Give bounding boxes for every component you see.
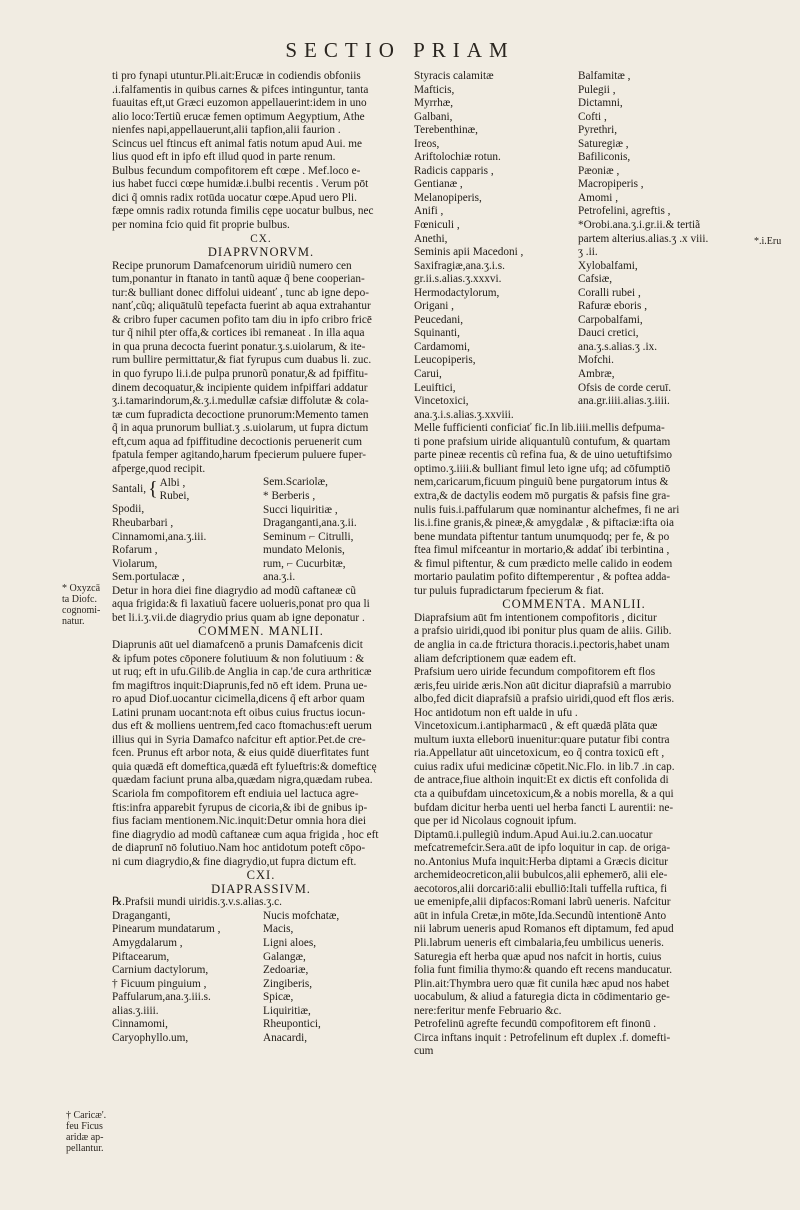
text-line: Diaprafsium aūt fm intentionem compofitoris , dicitur xyxy=(414,611,657,624)
ingredient-list-right xyxy=(578,70,734,409)
text-line: nanť,cũq; aliquātulũ tepefacta fuerint ab aqua extrahantur xyxy=(112,300,371,313)
ingredient-item: Dauci cretici, xyxy=(578,327,639,340)
text-line: tur q̃ nihil pter offa,& cortices ibi remaneat . In illa aqua xyxy=(112,327,365,340)
text-line: alio loco:Tertiũ erucæ femen optimum Aegyptium, Athe xyxy=(112,110,365,123)
text-line: folia funt fimilia thymo:& quando eft recens manducatur. xyxy=(414,964,673,977)
text-line: fine diagrydio ad modũ caftaneæ cum aqua frigida , hoc eft xyxy=(112,828,379,841)
ingredient-item: Peucedani, xyxy=(414,313,464,326)
ingredient-item: Radicis capparis , xyxy=(414,164,494,177)
running-header: SECTIO PRIAM xyxy=(285,38,515,62)
text-line: in quo fyrupo li.i.de pulpa prunorũ ponatur,& ad fpiffitu- xyxy=(112,368,368,381)
text-line: ro apud Diof.uocantur cicimella,dicens q̃ eft arbor quam xyxy=(112,693,365,706)
recipe-item: ana.ʒ.i. xyxy=(263,571,296,584)
ingredient-item: Pyrethri, xyxy=(578,124,618,137)
text-line: tur:& bulliant donec diffolui uideanť , tunc ab igne depo- xyxy=(112,286,370,299)
ingredient-item: Cardamomi, xyxy=(414,340,470,353)
comment-1-text xyxy=(112,639,410,869)
text-line: fm magiftros inquit:Diaprunis,fed nō eft idem. Pruna ue- xyxy=(112,679,368,692)
ingredient-item: Macropiperis , xyxy=(578,178,644,191)
recipe-item: mundato Melonis, xyxy=(263,544,345,557)
text-line: Circa inftans inquit : Petrofelinum eft duplex .f. domefti- xyxy=(414,1031,671,1044)
text-line: Bulbus fecundum compofitorem eft cœpe . Mef.loco e- xyxy=(112,164,361,177)
text-line: fpatula femper agitando,harum fpecierum puluere fuper- xyxy=(112,449,367,462)
margin-note-caricae xyxy=(66,1110,106,1154)
recipe-item: rum, ⌐ Cucurbitæ, xyxy=(263,557,346,570)
ingredient-item: Gentianæ , xyxy=(414,178,463,191)
margin-line: ta Diofc. xyxy=(62,594,97,605)
right-column xyxy=(414,70,734,1059)
text-line: bufdam dicitur herba uenti uel herba fancti L aurentii: ne- xyxy=(414,801,674,814)
text-line: Petrofelinū agrefte fecundū compofitorem eft finonū . xyxy=(414,1018,657,1031)
margin-line: pellantur. xyxy=(66,1143,104,1154)
text-line: lis.i.fine granis,& pineæ,& amygdalæ , & piftaciæ:ifta oia xyxy=(414,517,674,530)
text-line: aecotoros,alii dorcariō:alii ebulliō:Itali tuffella ruftica, fi xyxy=(414,882,668,895)
recipe-item: Zedoariæ, xyxy=(263,964,309,977)
recipe-item: Piftacearum, xyxy=(112,950,170,963)
text-line: mortario paulatim pofito diftemperentur , & poftea adda- xyxy=(414,571,671,584)
text-line: parte pineæ recentis cũ refina fua, & de uino uetuftifsimo xyxy=(414,449,673,462)
ingredient-item: Cafsiæ, xyxy=(578,273,613,286)
text-line: tæ cum fupradicta decoctione prunorum:Memento tamen xyxy=(112,408,369,421)
ingredient-item: Saturegiæ , xyxy=(578,137,629,150)
ingredient-item: Pulegii , xyxy=(578,83,616,96)
text-line: tur puluis fupradictarum fpecierum & fiat. xyxy=(414,584,604,597)
recipe-item: Galangæ, xyxy=(263,950,306,963)
santali-label: Santali, xyxy=(112,483,147,496)
text-line: q̃ in aqua prunorum bulliat.ʒ .s.uiolarum, ut fupra dictum xyxy=(112,422,369,435)
text-line: afperge,quod recipit. xyxy=(112,462,206,475)
ingredient-list xyxy=(414,70,734,409)
ingredient-item: partem alterius.alias.ʒ .x viii. xyxy=(578,232,709,245)
text-line: aūt in infula Cretæ,in mōte,Ida.Secundũ intentionē Anto xyxy=(414,909,667,922)
ingredient-item: Hermodactylorum, xyxy=(414,286,500,299)
ingredient-item: Melanopiperis, xyxy=(414,191,482,204)
recipe-item: Draganganti,ana.ʒ.ii. xyxy=(263,517,357,530)
ingredient-item: Leucopiperis, xyxy=(414,354,476,367)
text-line: ftea fimul mifceantur in mortario,& addať ibi terbintina , xyxy=(414,544,670,557)
ingredient-item: Carpobalfami, xyxy=(578,313,643,326)
text-line: ue emenipfe,alii dipfacos:Romani labrũ ueneris. Nafcitur xyxy=(414,896,671,909)
text-line: Vincetoxicum.i.antipharmacū , & eft quædā plāta quæ xyxy=(414,720,658,733)
santali-options xyxy=(160,477,190,503)
recipe-1-left-items xyxy=(112,503,259,584)
ingredient-item: Balfamitæ , xyxy=(578,70,631,82)
text-line: dus eft & molliens uentrem,fed caco ftomachus:eft uerum xyxy=(112,720,372,733)
recipe-1-right-items xyxy=(263,476,410,584)
margin-note-oxyzacantha xyxy=(62,583,100,627)
text-line: & cribro fuper cacumen pofito tam diu in ipfo cribro fricē xyxy=(112,313,372,326)
recipe-item: Spodii, xyxy=(112,503,145,516)
text-line: nere:feritur menfe Februario &c. xyxy=(414,1004,562,1017)
recipe-item: Sem.Scariolæ, xyxy=(263,476,328,489)
ingredient-item: Carui, xyxy=(414,368,442,381)
text-line: fcen. Prunus eft arbor nota, & eius quidē diuerfitates funt xyxy=(112,747,370,760)
text-line: Pli.labrum ueneris eft cimbalaria,feu umbilicus ueneris. xyxy=(414,937,664,949)
text-line: nem,caricarum,ficuum pinguiũ bene purgatorum intus & xyxy=(414,476,669,489)
santali-bracket: { xyxy=(148,478,158,501)
text-line: Hoc antidotum non eft ualde in ufu . xyxy=(414,706,578,719)
chapter-number-cx: CX. xyxy=(250,232,272,245)
recipe-2-right-items xyxy=(263,910,410,1045)
text-line: uocabulum, & aliud a faturegia dicta in cōdimentario ge- xyxy=(414,991,670,1004)
text-line: bet li.i.ʒ.vii.de diagrydio prius quam ab igne deponatur . xyxy=(112,611,365,624)
dosage-text xyxy=(112,585,410,626)
ingredient-item: Myrrhæ, xyxy=(414,97,454,110)
comment-1-title: COMMEN. MANLII. xyxy=(198,625,324,639)
ingredient-item: Rafuræ eboris , xyxy=(578,300,648,313)
text-line: lius quod eft in ipfo eft illud quod in parte renum. xyxy=(112,151,336,164)
text-line: quia quædā eft domeftica,quædā eft fylueftris:& domefticę xyxy=(112,760,377,773)
recipe-item: alias.ʒ.iiii. xyxy=(112,1004,159,1017)
recipe-item: * Berberis , xyxy=(263,489,316,502)
ingredient-item: Pæoniæ , xyxy=(578,164,620,177)
recipe-item: Amygdalarum , xyxy=(112,937,183,949)
ingredient-item: Saxifragiæ,ana.ʒ.i.s. xyxy=(414,259,505,272)
text-line: Prafsium uero uiride fecundum compofitorem eft flos xyxy=(414,666,656,679)
ingredient-item: Bafiliconis, xyxy=(578,151,631,164)
recipe-item: Zingiberis, xyxy=(263,977,313,990)
text-line: Recipe prunorum Damafcenorum uiridiũ numero cen xyxy=(112,259,352,272)
text-line: Melle fufficienti conficiať fic.In lib.iiii.mellis defpuma- xyxy=(414,422,665,435)
ingredient-item: Fœniculi , xyxy=(414,219,460,232)
text-line: nienfes napi,appellauerunt,alii tapfion,alii faurion . xyxy=(112,124,341,137)
text-line: cta a quibufdam uincetoxicum,& a nobis morella, & a qui xyxy=(414,787,674,800)
recipe-item: Nucis mofchatæ, xyxy=(263,909,340,922)
margin-line: * Oxyzcā xyxy=(62,583,101,594)
text-line: aqua frigida:& fi laxatiuũ facere uolueris,ponat pro qua li xyxy=(112,598,370,611)
text-line: rum bullire permittatur,& fiat fyrupus cum duabus li. zuc. xyxy=(112,354,372,367)
ingredient-item: Styracis calamitæ xyxy=(414,70,494,82)
recipe-item: Rheupontici, xyxy=(263,1018,321,1031)
text-line: ria.Appellatur aūt uincetoxicum, eo q̃ contra toxicū eft , xyxy=(414,747,665,760)
margin-line: aridæ ap- xyxy=(66,1132,104,1143)
ingredient-item: Origani , xyxy=(414,300,454,313)
text-line: ius habet fucci cœpe humidæ.i.bulbi recentis . Verum pōt xyxy=(112,178,369,191)
recipe-item: Liquiritiæ, xyxy=(263,1004,311,1017)
ingredient-item: Dictamni, xyxy=(578,97,623,110)
text-line: extra,& de dactylis eodem mō purgatis & pafsis fine gra- xyxy=(414,489,670,502)
text-line: cum xyxy=(414,1045,434,1058)
ingredient-item: gr.ii.s.alias.ʒ.xxxvi. xyxy=(414,273,502,286)
recipe-item: Carnium dactylorum, xyxy=(112,964,209,977)
ingredient-item: Leuiftici, xyxy=(414,381,456,394)
text-line: nulis fuis.i.paffularum quæ nominantur alchefmes, fi ne ari xyxy=(414,503,680,516)
recipe-item: † Ficuum pinguium , xyxy=(112,977,207,990)
ingredient-list-left xyxy=(414,70,574,409)
recipe-2 xyxy=(112,910,410,1045)
ingredient-item: Seminis apii Macedoni , xyxy=(414,246,524,259)
recipe-item: Spicæ, xyxy=(263,991,294,1004)
text-line: optimo.ʒ.iiii.& bulliant fimul leto igne ufq; ad cōfumptiō xyxy=(414,462,671,475)
text-line: quædam faciunt pruna alba,quædam nigra,quædam rubea. xyxy=(112,774,373,787)
text-line: Latini prunam uocant:nota eft oibus cuius fructus iocun- xyxy=(112,706,366,719)
ingredient-item: *Orobi.ana.ʒ.i.gr.ii.& tertiã xyxy=(578,219,701,232)
recipe-2-left-items xyxy=(112,910,259,1045)
text-line: eft,cum aqua ad fpiffitudine decoctionis peruenerit cum xyxy=(112,435,363,448)
text-line: ti pro fynapi utuntur.Pli.ait:Erucæ in codiendis obfoniis xyxy=(112,70,361,82)
ingredient-item: Petrofelini, agreftis , xyxy=(578,205,671,218)
text-line: .i.falfamentis in quibus carnes & pifces intinguntur, tanta xyxy=(112,83,369,96)
ingredient-total: ana.ʒ.i.s.alias.ʒ.xxviii. xyxy=(414,408,514,421)
text-line: fuauitas eft,ut Græci euzomon appellauerint:idem in uno xyxy=(112,97,367,110)
text-line: bene mundata piftentur tantum unumquodq; per fe, & po xyxy=(414,530,670,543)
recipe-item: Cinnamomi, xyxy=(112,1018,168,1031)
text-line: tum,ponantur in ftanato in tantũ aquæ q̃ bene cooperian- xyxy=(112,273,365,286)
text-line: per nomina fcio quid fit proprie bulbus. xyxy=(112,219,290,232)
text-line: aliam defcriptionem quæ eadem eft. xyxy=(414,652,577,665)
text-line: ni cum diagrydio,& fine diagrydio,ut fupra dictum eft. xyxy=(112,855,357,868)
ingredient-item: Vincetoxici, xyxy=(414,395,469,408)
text-line: fius faciam mentionem.Nic.inquit:Detur omnia hora diei xyxy=(112,815,366,828)
text-line: ʒ.i.tamarindorum,&.ʒ.i.medullæ cafsiæ diffolutæ & cola- xyxy=(112,395,369,408)
recipe-item: Macis, xyxy=(263,923,294,936)
text-line: in qua pruna decocta fuerint ponatur.ʒ.s.uiolarum, & ite- xyxy=(112,340,366,353)
ingredient-item: Coralli rubei , xyxy=(578,286,641,299)
text-line: multum iuxta elleborū inuenitur:quare putatur fibi contra xyxy=(414,733,670,746)
ingredient-item: Mofchi. xyxy=(578,354,614,367)
text-line: de diaprunī nō folutiuo.Nam hoc antidotum poteft cōpo- xyxy=(112,842,366,855)
ingredient-item: Anifi , xyxy=(414,205,444,218)
ingredient-item: ana.gr.iiii.alias.ʒ.iiii. xyxy=(578,395,670,408)
ingredient-item: Ofsis de corde ceruī. xyxy=(578,381,672,394)
ingredient-item: Terebenthinæ, xyxy=(414,124,478,137)
recipe-item: Rofarum , xyxy=(112,544,158,557)
santali-row xyxy=(112,476,259,503)
ingredient-item: Amomi , xyxy=(578,191,619,204)
recipe-item: Draganganti, xyxy=(112,909,171,922)
text-line: nii labrum ueneris apud Romanos eft diptamum, fed apud xyxy=(414,923,674,936)
text-line: dici q̃ omnis radix rotūda uocatur cœpe.Apud uero Pli. xyxy=(112,191,357,204)
text-line: dinem decoquatur,& incipiente quidem infpiffari addatur xyxy=(112,381,368,394)
recipe-item: Sem.portulacæ , xyxy=(112,571,185,584)
text-line: ftis:infra apparebit fyrupus de cicoria,& ibi de gnibus ip- xyxy=(112,801,368,814)
ingredient-item: Ambræ, xyxy=(578,368,615,381)
text-line: archemideocreticon,alii bubulcos,alii ephemerō, alii ele- xyxy=(414,869,668,882)
margin-line: natur. xyxy=(62,616,85,627)
text-line: Diptamū.i.pullegiũ indum.Apud Aui.iu.2.can.uocatur xyxy=(414,828,653,841)
text-line: Detur in hora diei fine diagrydio ad modũ caftaneæ cũ xyxy=(112,584,356,597)
chapter-number-cxi: CXI. xyxy=(246,869,276,883)
text-line: Diaprunis aūt uel diamafcenō a prunis Damafcenis dicit xyxy=(112,638,363,651)
recipe-item: Seminum ⌐ Citrulli, xyxy=(263,530,354,543)
text-line: Scincus uel ftincus eft animal fatis notum apud Aui. me xyxy=(112,137,362,150)
ingredient-item: ʒ .ii. xyxy=(578,246,598,259)
ingredient-item: Mafticis, xyxy=(414,83,455,96)
preparation-text xyxy=(414,422,734,598)
ingredient-item: Anethi, xyxy=(414,232,448,245)
margin-note-right: *.i.Eru xyxy=(754,236,782,247)
recipe-item: Rheubarbari , xyxy=(112,516,174,529)
recipe-1-left xyxy=(112,476,259,584)
text-line: de anglia in ca.de ftrictura thoracis.i.pectoris,habet unam xyxy=(414,638,670,651)
text-line: Scariola fm compofitorem eft endiuia uel lactuca agre- xyxy=(112,787,359,800)
margin-line: feu Ficus xyxy=(66,1121,103,1132)
text-line: Saturegia eft herba quæ apud nos nafcit in hortis, cuius xyxy=(414,950,662,963)
recipe-item: Violarum, xyxy=(112,557,158,570)
text-line: fæpe omnis radix rotunda fimilis cępe uocatur bulbus, nec xyxy=(112,205,374,218)
cx-text xyxy=(112,260,410,477)
text-line: a prafsio uiridi,quod ibi ponitur plus quam de aliis. Gilib. xyxy=(414,625,672,638)
ingredient-item: ana.ʒ.s.alias.ʒ .ix. xyxy=(578,340,658,353)
text-line: ut ruq; eft in ufu.Gilib.de Anglia in cap.'de cura arthriticæ xyxy=(112,666,372,679)
text-line: illius qui in Syria Damafco nafcitur eft aptior.Pet.de cre- xyxy=(112,733,366,746)
recipe-item: Succi liquiritiæ , xyxy=(263,503,338,516)
margin-line: cognomi- xyxy=(62,605,101,616)
recipe-item: Ligni aloes, xyxy=(263,937,317,949)
ingredient-item: Cofti , xyxy=(578,110,607,123)
comment-2-title: COMMENTA. MANLII. xyxy=(502,598,646,612)
text-line: Plin.ait:Thymbra uero quæ fit cunila hæc apud nos habet xyxy=(414,977,670,990)
text-line: no.Antonius Mufa inquit:Herba diptami a Græcis dicitur xyxy=(414,855,669,868)
text-line: cuius radix ufui medicinæ cōpetit.Nic.Flo. in lib.7 .in cap. xyxy=(414,760,675,773)
recipe-item: Caryophyllo.um, xyxy=(112,1031,189,1044)
ingredient-item: Xylobalfami, xyxy=(578,259,638,272)
ingredient-item: Squinanti, xyxy=(414,327,460,340)
recipe-item: Cinnamomi,ana.ʒ.iii. xyxy=(112,530,207,543)
santali-rubei: Rubei, xyxy=(159,489,190,502)
margin-line: † Caricæ'. xyxy=(66,1110,107,1121)
recipe-item: Paffularum,ana.ʒ.iii.s. xyxy=(112,991,211,1004)
santali-albi: Albi , xyxy=(159,476,186,489)
text-line: & ipfum potes cōponere folutiuum & non folutiuum : & xyxy=(112,652,365,665)
ingredient-item: Ariftolochiæ rotun. xyxy=(414,151,501,164)
chapter-title-cxi: DIAPRASSIVM. xyxy=(211,882,311,896)
comment-2-text xyxy=(414,612,734,1059)
left-top-text xyxy=(112,70,410,233)
ingredient-item: Ireos, xyxy=(414,137,440,150)
text-line: ti pone prafsium uiride aliquantulũ contufum, & quartam xyxy=(414,435,671,448)
recipe-item: Pinearum mundatarum , xyxy=(112,923,221,936)
text-line: & fimul piftentur, & cum prædicto melle calido in eodem xyxy=(414,557,673,570)
ingredient-item: Galbani, xyxy=(414,110,453,123)
left-column xyxy=(112,70,410,1045)
text-line: æris,feu uiride æris.Non aūt dicitur diaprafsiũ a marrubio xyxy=(414,679,672,692)
recipe-1 xyxy=(112,476,410,584)
text-line: albo,fed dicit diaprafsiũ a prafsio uiridi,quod eft flos æris. xyxy=(414,693,675,706)
text-line: de antrace,fiue althoin inquit:Et ex dictis eft confolida di xyxy=(414,774,669,787)
chapter-title-cx: DIAPRVNORVM. xyxy=(207,246,315,260)
text-line: que per id Nicolaus cognouit ipfum. xyxy=(414,815,577,828)
text-line: mefcatremefcir.Sera.aūt de ipfo loquitur in cap. de origa- xyxy=(414,842,671,855)
cxi-first-line: ℞.Prafsii mundi uiridis.ʒ.v.s.alias.ʒ.c. xyxy=(112,896,282,909)
recipe-item: Anacardi, xyxy=(263,1031,308,1044)
